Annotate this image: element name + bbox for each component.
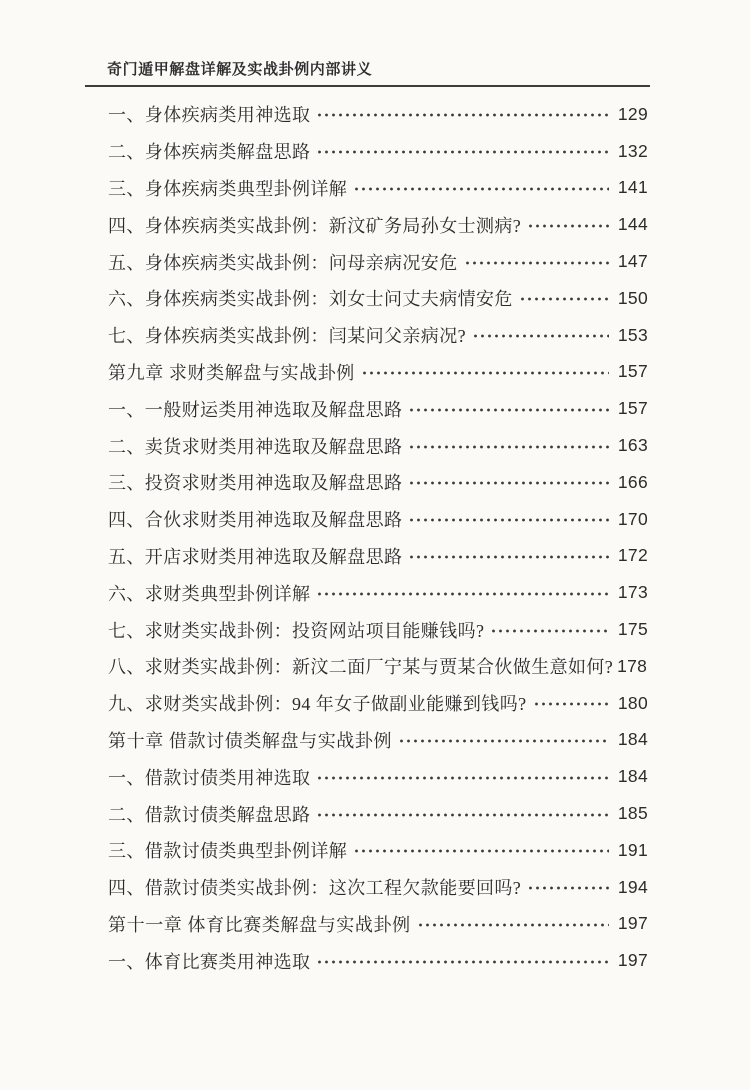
dot-leader [316,810,609,820]
toc-entry [108,832,648,869]
toc-entry-page-number: 184 [617,729,648,750]
toc-entry-page-number: 180 [617,692,648,713]
toc-entry-title: 一、身体疾病类用神选取 [108,105,311,126]
toc-entry-title: 二、身体疾病类解盘思路 [108,142,311,163]
toc-entry-title: 二、卖货求财类用神选取及解盘思路 [108,436,403,457]
toc-entry-page-number: 157 [617,398,648,419]
toc-entry-title: 三、借款讨债类典型卦例详解 [108,841,348,862]
toc-entry [108,96,648,133]
toc-entry-page-number: 153 [617,324,648,345]
dot-leader [408,405,609,415]
dot-leader [353,184,609,194]
dot-leader [408,478,609,488]
toc-entry-title: 四、身体疾病类实战卦例：新汶矿务局孙女士测病? [108,215,522,236]
dot-leader [519,294,609,304]
toc-entry [108,648,648,685]
toc-entry-title: 七、身体疾病类实战卦例：闫某问父亲病况? [108,326,466,347]
dot-leader [417,920,609,930]
toc-entry-page-number: 141 [617,177,648,198]
dot-leader [316,147,609,157]
toc-entry-page-number: 191 [617,839,648,860]
toc-entry [108,170,648,207]
toc-entry [108,390,648,427]
dot-leader [527,221,609,231]
toc-entry-title: 五、身体疾病类实战卦例：问母亲病况安危 [108,252,458,273]
toc-entry-title: 一、借款讨债类用神选取 [108,767,311,788]
dot-leader [353,846,609,856]
toc-entry-title: 五、开店求财类用神选取及解盘思路 [108,546,403,567]
toc-list [108,96,648,979]
toc-entry-title: 四、合伙求财类用神选取及解盘思路 [108,510,403,531]
dot-leader [408,442,609,452]
toc-entry-page-number: 166 [617,471,648,492]
toc-entry-page-number: 185 [617,803,648,824]
dot-leader [527,883,609,893]
header-rule [85,85,650,87]
toc-entry-title: 七、求财类实战卦例：投资网站项目能赚钱吗? [108,620,485,641]
dot-leader [316,773,609,783]
toc-entry [108,280,648,317]
toc-entry-title: 四、借款讨债类实战卦例：这次工程欠款能要回吗? [108,878,522,899]
toc-entry-page-number: 172 [617,545,648,566]
dot-leader [408,552,609,562]
toc-entry [108,758,648,795]
dot-leader [316,110,609,120]
toc-entry-page-number: 197 [617,950,648,971]
toc-entry [108,464,648,501]
toc-entry [108,354,648,391]
toc-entry-page-number: 132 [617,140,648,161]
toc-entry-page-number: 170 [617,508,648,529]
toc-entry-page-number: 129 [617,103,648,124]
toc-entry [108,722,648,759]
toc-entry [108,942,648,979]
toc-entry [108,133,648,170]
running-header-title: 奇门遁甲解盘详解及实战卦例内部讲义 [107,61,373,78]
toc-entry-page-number: 163 [617,435,648,456]
toc-entry [108,611,648,648]
toc-entry-page-number: 194 [617,876,648,897]
toc-entry [108,317,648,354]
toc-entry-title: 九、求财类实战卦例：94 年女子做副业能赚到钱吗? [108,694,527,715]
toc-entry [108,795,648,832]
toc-entry-title: 八、求财类实战卦例：新汶二面厂宁某与贾某合伙做生意如何? [108,657,614,678]
toc-entry-title: 一、一般财运类用神选取及解盘思路 [108,399,403,420]
toc-entry [108,206,648,243]
toc-entry-page-number: 197 [617,913,648,934]
dot-leader [408,515,609,525]
toc-entry-page-number: 178 [617,655,648,676]
toc-entry [108,501,648,538]
toc-entry-title: 一、体育比赛类用神选取 [108,951,311,972]
toc-entry [108,906,648,943]
toc-entry-page-number: 147 [617,251,648,272]
dot-leader [464,258,609,268]
toc-entry-page-number: 157 [617,361,648,382]
toc-entry-page-number: 173 [617,582,648,603]
toc-entry-title: 六、求财类典型卦例详解 [108,583,311,604]
dot-leader [490,626,609,636]
toc-entry-title: 第十一章 体育比赛类解盘与实战卦例 [108,914,411,935]
toc-entry-page-number: 144 [617,214,648,235]
toc-entry [108,869,648,906]
dot-leader [361,368,609,378]
toc-entry [108,243,648,280]
dot-leader [316,957,609,967]
toc-entry [108,685,648,722]
toc-entry [108,538,648,575]
dot-leader [472,331,609,341]
toc-entry [108,427,648,464]
toc-entry-title: 三、身体疾病类典型卦例详解 [108,178,348,199]
toc-entry-page-number: 150 [617,287,648,308]
toc-entry-title: 三、投资求财类用神选取及解盘思路 [108,473,403,494]
toc-entry-title: 第九章 求财类解盘与实战卦例 [108,362,355,383]
dot-leader [316,589,609,599]
dot-leader [398,736,609,746]
toc-entry-title: 二、借款讨债类解盘思路 [108,804,311,825]
toc-entry [108,574,648,611]
toc-entry-page-number: 184 [617,766,648,787]
toc-entry-title: 第十章 借款讨债类解盘与实战卦例 [108,730,393,751]
dot-leader [533,699,610,709]
toc-entry-page-number: 175 [617,619,648,640]
toc-entry-title: 六、身体疾病类实战卦例：刘女士问丈夫病情安危 [108,289,513,310]
